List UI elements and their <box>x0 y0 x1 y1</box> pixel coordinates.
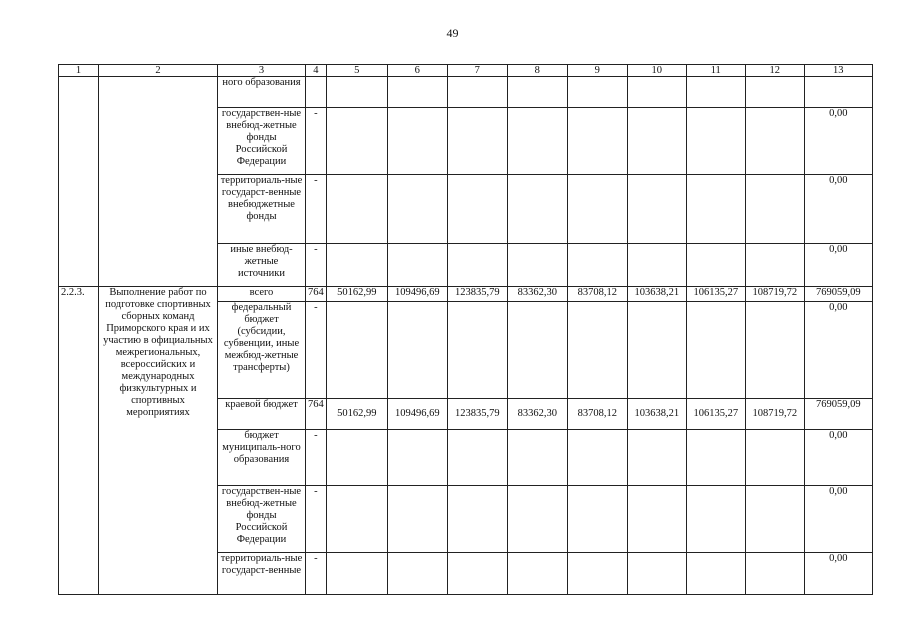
source-label: всего <box>218 287 306 302</box>
table-row <box>59 287 873 302</box>
item-title-cell: Выполнение работ по подготовке спортивных сборных команд Приморского края и их участию в официальных межрегиональных, всероссийских и международных физкультурных и спортивных мероприятиях <box>99 287 218 595</box>
column-header: 11 <box>686 65 745 77</box>
source-label: краевой бюджет <box>218 399 306 430</box>
column-header: 4 <box>306 65 327 77</box>
code-cell: - <box>306 302 327 399</box>
value-cell: 108719,72 <box>745 287 804 302</box>
source-label: иные внебюд-жетные источники <box>218 244 306 287</box>
value-cell: 123835,79 <box>447 287 507 302</box>
column-header: 5 <box>326 65 387 77</box>
value-cell: 109496,69 <box>387 399 447 430</box>
total-cell: 0,00 <box>804 486 872 553</box>
total-cell: 0,00 <box>804 302 872 399</box>
column-header: 12 <box>745 65 804 77</box>
value-cell: 83708,12 <box>567 287 627 302</box>
column-header: 7 <box>447 65 507 77</box>
value-cell: 103638,21 <box>627 399 686 430</box>
item-title-cell <box>99 77 218 287</box>
column-header: 6 <box>387 65 447 77</box>
total-cell: 0,00 <box>804 244 872 287</box>
value-cell: 109496,69 <box>387 287 447 302</box>
value-cell: 83708,12 <box>567 399 627 430</box>
source-label: бюджет муниципаль-ного образования <box>218 430 306 486</box>
source-label: территориаль-ные государст-венные внебюджетные фонды <box>218 175 306 244</box>
code-cell: - <box>306 486 327 553</box>
code-cell: 764 <box>306 399 327 430</box>
value-cell: 106135,27 <box>686 287 745 302</box>
total-cell: 0,00 <box>804 430 872 486</box>
item-number-cell: 2.2.3. <box>59 287 99 595</box>
value-cell: 50162,99 <box>326 399 387 430</box>
column-number-row <box>59 65 873 77</box>
column-header: 2 <box>99 65 218 77</box>
code-cell: 764 <box>306 287 327 302</box>
column-header: 10 <box>627 65 686 77</box>
value-cell: 108719,72 <box>745 399 804 430</box>
total-cell: 769059,09 <box>804 287 872 302</box>
code-cell: - <box>306 244 327 287</box>
code-cell: - <box>306 108 327 175</box>
total-cell: 0,00 <box>804 108 872 175</box>
table-row <box>59 77 873 108</box>
value-cell: 83362,30 <box>507 399 567 430</box>
source-label: федеральный бюджет (субсидии, субвенции, иные межбюд-жетные трансферты) <box>218 302 306 399</box>
column-header: 3 <box>218 65 306 77</box>
source-label: государствен-ные внебюд-жетные фонды Российской Федерации <box>218 108 306 175</box>
source-label: ного образования <box>218 77 306 108</box>
column-header: 13 <box>804 65 872 77</box>
total-cell: 769059,09 <box>804 399 872 430</box>
value-cell: 50162,99 <box>326 287 387 302</box>
total-cell: 0,00 <box>804 553 872 595</box>
value-cell: 103638,21 <box>627 287 686 302</box>
source-label: государствен-ные внебюд-жетные фонды Российской Федерации <box>218 486 306 553</box>
page-number: 49 <box>446 26 459 40</box>
column-header: 8 <box>507 65 567 77</box>
item-number-cell <box>59 77 99 287</box>
total-cell <box>804 77 872 108</box>
column-header: 9 <box>567 65 627 77</box>
budget-table <box>58 64 873 595</box>
code-cell: - <box>306 553 327 595</box>
code-cell: - <box>306 430 327 486</box>
source-label: территориаль-ные государст-венные <box>218 553 306 595</box>
code-cell: - <box>306 175 327 244</box>
total-cell: 0,00 <box>804 175 872 244</box>
value-cell: 123835,79 <box>447 399 507 430</box>
value-cell: 106135,27 <box>686 399 745 430</box>
column-header: 1 <box>59 65 99 77</box>
value-cell: 83362,30 <box>507 287 567 302</box>
code-cell <box>306 77 327 108</box>
